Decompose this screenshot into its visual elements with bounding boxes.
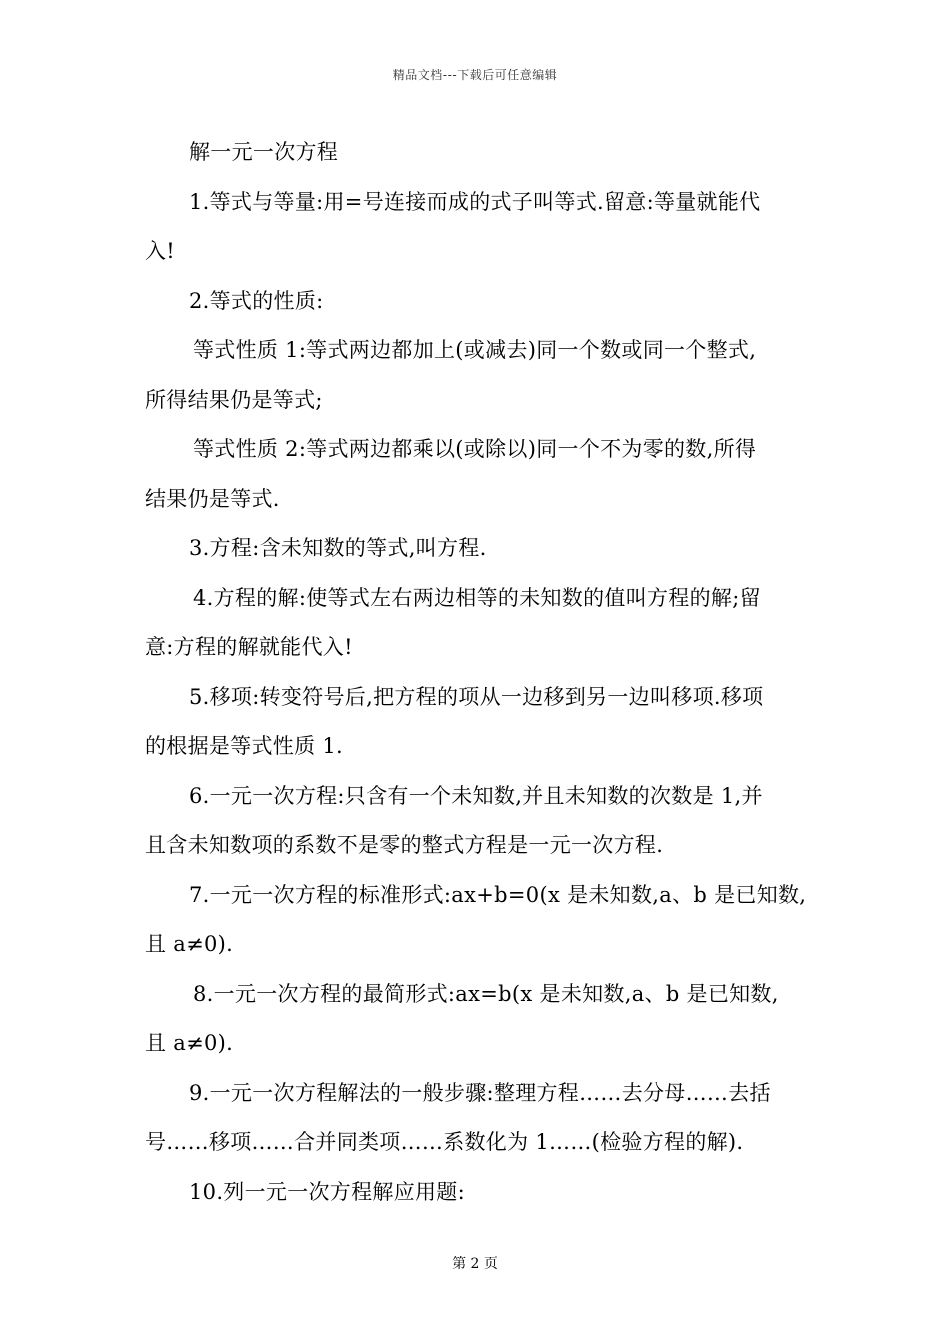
paragraph-line: 10.列一元一次方程解应用题: [189,1179,465,1204]
paragraph-line: 等式性质 2:等式两边都乘以(或除以)同一个不为零的数,所得 [193,437,757,461]
paragraph-line: 的根据是等式性质 1. [145,734,344,758]
page-header: 精品文档---下载后可任意编辑 [392,68,558,82]
paragraph-line: 且 a≠0). [145,1031,234,1055]
paragraph-line: 6.一元一次方程:只含有一个未知数,并且未知数的次数是 1,并 [189,783,763,808]
paragraph-line: 9.一元一次方程解法的一般步骤:整理方程……去分母……去括 [189,1080,771,1105]
paragraph-line: 结果仍是等式. [145,486,280,511]
document-body [145,128,810,1217]
paragraph-line: 入! [145,239,176,263]
paragraph-line: 等式性质 1:等式两边都加上(或减去)同一个数或同一个整式, [193,338,757,362]
paragraph-line: 8.一元一次方程的最简形式:ax=b(x 是未知数,a、b 是已知数, [193,981,779,1006]
paragraph-line: 意:方程的解就能代入! [145,635,353,659]
paragraph-line: 1.等式与等量:用=号连接而成的式子叫等式.留意:等量就能代 [189,189,761,214]
document-title: 解一元一次方程 [189,140,339,164]
paragraph-line: 3.方程:含未知数的等式,叫方程. [189,536,487,560]
paragraph-line: 2.等式的性质: [189,288,324,313]
paragraph-line: 且 a≠0). [145,932,234,956]
paragraph-line: 号……移项……合并同类项……系数化为 1……(检验方程的解). [145,1130,744,1154]
paragraph-line: 7.一元一次方程的标准形式:ax+b=0(x 是未知数,a、b 是已知数, [189,882,807,907]
paragraph-line: 所得结果仍是等式; [145,387,323,412]
page-number: 第 2 页 [452,1256,498,1272]
paragraph-line: 5.移项:转变符号后,把方程的项从一边移到另一边叫移项.移项 [189,684,764,709]
paragraph-line: 且含未知数项的系数不是零的整式方程是一元一次方程. [145,833,664,857]
paragraph-line: 4.方程的解:使等式左右两边相等的未知数的值叫方程的解;留 [193,585,761,610]
